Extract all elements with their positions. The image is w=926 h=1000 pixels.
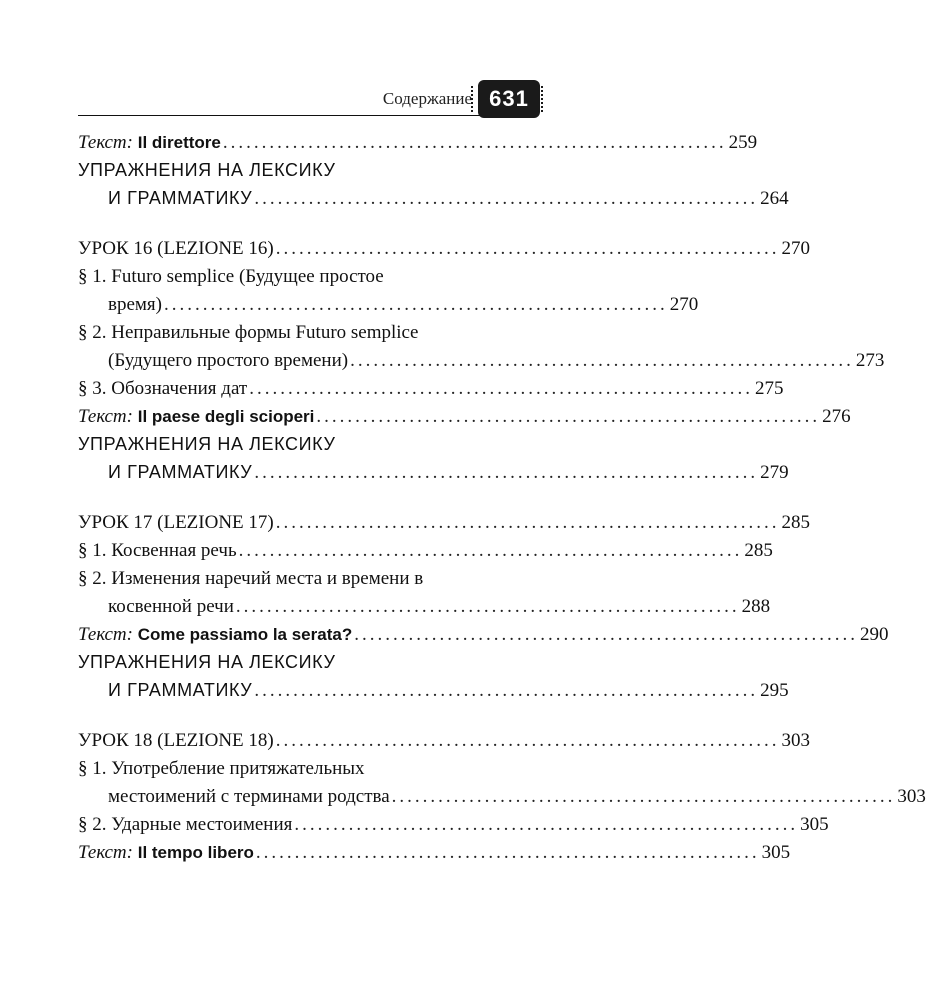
section-title: § 1. Косвенная речь <box>78 540 237 561</box>
section-title: § 2. Изменения наречий места и времени в <box>78 568 424 589</box>
toc-entry-l17-s2[interactable] <box>78 596 771 624</box>
toc-entry-text-il-tempo-libero[interactable] <box>78 842 791 870</box>
dot-leader: ................................................................. <box>275 512 780 533</box>
text-prefix: Текст: <box>78 406 133 427</box>
text-prefix: Текст: <box>78 132 133 153</box>
dot-leader: ................................................................. <box>350 350 854 371</box>
lesson-title: УРОК 18 (LEZIONE 18) <box>78 730 274 751</box>
page-header <box>0 0 618 130</box>
dot-leader: ................................................................. <box>316 406 821 427</box>
toc-entry-l16-s1[interactable] <box>78 294 699 322</box>
toc-entry-l18-s2[interactable] <box>78 814 829 842</box>
page-ref: 290 <box>859 624 889 645</box>
page-ref: 288 <box>741 596 771 617</box>
page-ref: 303 <box>897 786 926 807</box>
dot-leader: ................................................................. <box>354 624 858 645</box>
dot-leader: ................................................................. <box>164 294 668 315</box>
toc-entry-l16-s2[interactable] <box>78 350 885 378</box>
toc-entry-exercises-line1[interactable] <box>78 652 520 680</box>
toc-entry-text-il-direttore[interactable] <box>78 132 758 160</box>
toc-entry-lesson-16[interactable] <box>78 238 810 266</box>
lesson-title: УРОК 17 (LEZIONE 17) <box>78 512 274 533</box>
text-prefix: Текст: <box>78 842 133 863</box>
section-title-cont: косвенной речи <box>108 596 234 617</box>
page-ref: 285 <box>781 512 810 533</box>
dot-leader: ................................................................. <box>254 680 759 701</box>
section-title-cont: местоимений с терминами родства <box>108 786 390 807</box>
page-ref: 270 <box>669 294 699 315</box>
dot-leader: ................................................................. <box>254 188 759 209</box>
page-ref: 285 <box>744 540 773 561</box>
dot-leader: ................................................................. <box>238 540 743 561</box>
toc-entry-lesson-17[interactable] <box>78 512 810 540</box>
page-number-badge: 631 <box>478 80 540 118</box>
section-title: § 2. Неправильные формы Futuro semplice <box>78 322 419 343</box>
dot-leader: ................................................................. <box>235 596 740 617</box>
section-title-cont: (Будущего простого времени) <box>108 350 349 371</box>
page-ref: 273 <box>855 350 885 371</box>
text-title: Il paese degli scioperi <box>137 407 315 426</box>
section-title: § 1. Futuro semplice (Будущее простое <box>78 266 384 287</box>
toc-entry-exercises-line1[interactable] <box>78 434 520 462</box>
table-of-contents <box>78 132 926 870</box>
section-title: § 2. Ударные местоимения <box>78 814 293 835</box>
toc-entry-exercises[interactable] <box>78 680 789 708</box>
page-ref: 305 <box>800 814 829 835</box>
page-ref: 295 <box>760 680 789 701</box>
text-title: Il direttore <box>137 133 221 152</box>
text-prefix: Текст: <box>78 624 133 645</box>
header-rule <box>78 115 480 116</box>
toc-entry-l16-s2-line1[interactable] <box>78 322 520 350</box>
page-ref: 270 <box>781 238 810 259</box>
dot-leader: ................................................................. <box>249 378 753 399</box>
toc-entry-exercises-line1[interactable] <box>78 160 520 188</box>
toc-entry-text-il-paese[interactable] <box>78 406 851 434</box>
toc-entry-l18-s1-line1[interactable] <box>78 758 520 786</box>
page-ref: 276 <box>822 406 851 427</box>
lesson-title: УРОК 16 (LEZIONE 16) <box>78 238 274 259</box>
page-ref: 264 <box>760 188 789 209</box>
toc-entry-l16-s1-line1[interactable] <box>78 266 520 294</box>
toc-entry-exercises[interactable] <box>78 188 789 216</box>
toc-entry-l17-s1[interactable] <box>78 540 773 568</box>
dot-leader: ................................................................. <box>275 730 780 751</box>
running-title: Содержание <box>382 89 472 108</box>
text-title: Il tempo libero <box>137 843 254 862</box>
dot-leader: ................................................................. <box>254 462 759 483</box>
dot-leader: ................................................................. <box>255 842 760 863</box>
section-title: § 3. Обозначения дат <box>78 378 248 399</box>
page-ref: 259 <box>728 132 758 153</box>
exercises-heading: УПРАЖНЕНИЯ НА ЛЕКСИКУ <box>78 160 336 180</box>
dot-leader: ................................................................. <box>391 786 896 807</box>
section-title-cont: время) <box>108 294 162 315</box>
section-title: § 1. Употребление притяжательных <box>78 758 365 779</box>
toc-entry-l18-s1[interactable] <box>78 786 926 814</box>
exercises-heading-cont: И ГРАММАТИКУ <box>108 188 253 208</box>
toc-entry-exercises[interactable] <box>78 462 789 490</box>
toc-entry-l17-s2-line1[interactable] <box>78 568 520 596</box>
dot-leader: ................................................................. <box>275 238 780 259</box>
toc-entry-l16-s3[interactable] <box>78 378 784 406</box>
toc-entry-lesson-18[interactable] <box>78 730 810 758</box>
page-ref: 279 <box>760 462 789 483</box>
toc-entry-text-come-passiamo[interactable] <box>78 624 889 652</box>
page-ref: 303 <box>781 730 810 751</box>
page-ref: 275 <box>754 378 784 399</box>
exercises-heading: УПРАЖНЕНИЯ НА ЛЕКСИКУ <box>78 652 336 672</box>
text-title: Come passiamo la serata? <box>137 625 353 644</box>
dot-leader: ................................................................. <box>294 814 799 835</box>
exercises-heading-cont: И ГРАММАТИКУ <box>108 462 253 482</box>
dot-leader: ................................................................. <box>222 132 727 153</box>
exercises-heading: УПРАЖНЕНИЯ НА ЛЕКСИКУ <box>78 434 336 454</box>
exercises-heading-cont: И ГРАММАТИКУ <box>108 680 253 700</box>
page-ref: 305 <box>761 842 791 863</box>
